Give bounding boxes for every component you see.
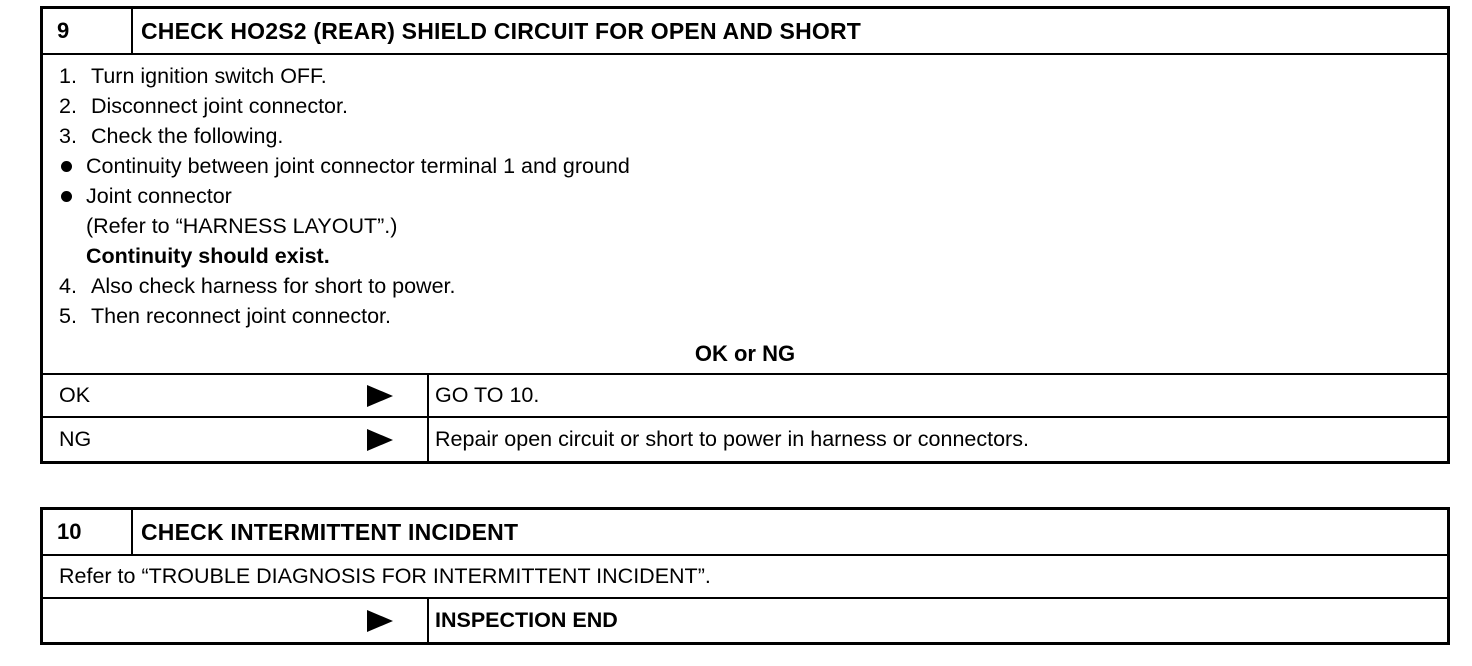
step-10-body: Refer to “TROUBLE DIAGNOSIS FOR INTERMITTENT INCIDENT”. [43, 556, 1447, 599]
expected-result: Continuity should exist. [86, 244, 330, 268]
list-item: 4. Also check harness for short to power. [59, 274, 456, 298]
result-row-end: INSPECTION END [43, 599, 1447, 642]
step-10-table [40, 507, 1450, 645]
result-row-ok: OK GO TO 10. [43, 375, 1447, 418]
arrow-right-icon [367, 385, 393, 407]
step-number: 10 [43, 510, 133, 554]
ok-or-ng-label: OK or NG [694, 341, 796, 366]
refer-note: (Refer to “HARNESS LAYOUT”.) [86, 214, 398, 238]
step-number: 9 [43, 9, 133, 53]
bullet-item: Joint connector [59, 181, 1447, 211]
step-9-body [43, 55, 1447, 375]
bullet-item: Continuity between joint connector terminal 1 and ground [59, 151, 1447, 181]
step-9-table [40, 6, 1450, 464]
list-item: 2. Disconnect joint connector. [59, 94, 348, 118]
bullet-icon [61, 161, 72, 172]
bullet-icon [61, 191, 72, 202]
arrow-right-icon [367, 429, 393, 451]
step-10-header [43, 510, 1447, 556]
arrow-right-icon [367, 610, 393, 632]
list-item: 5. Then reconnect joint connector. [59, 304, 391, 328]
step-9-header [43, 9, 1447, 55]
list-item: 1. Turn ignition switch OFF. [59, 64, 327, 88]
step-title: CHECK HO2S2 (REAR) SHIELD CIRCUIT FOR OPEN AND SHORT [141, 17, 862, 44]
step-title: CHECK INTERMITTENT INCIDENT [141, 518, 519, 545]
list-item: 3. Check the following. [59, 124, 284, 148]
result-row-ng: NG Repair open circuit or short to power in harness or connectors. [43, 418, 1447, 461]
